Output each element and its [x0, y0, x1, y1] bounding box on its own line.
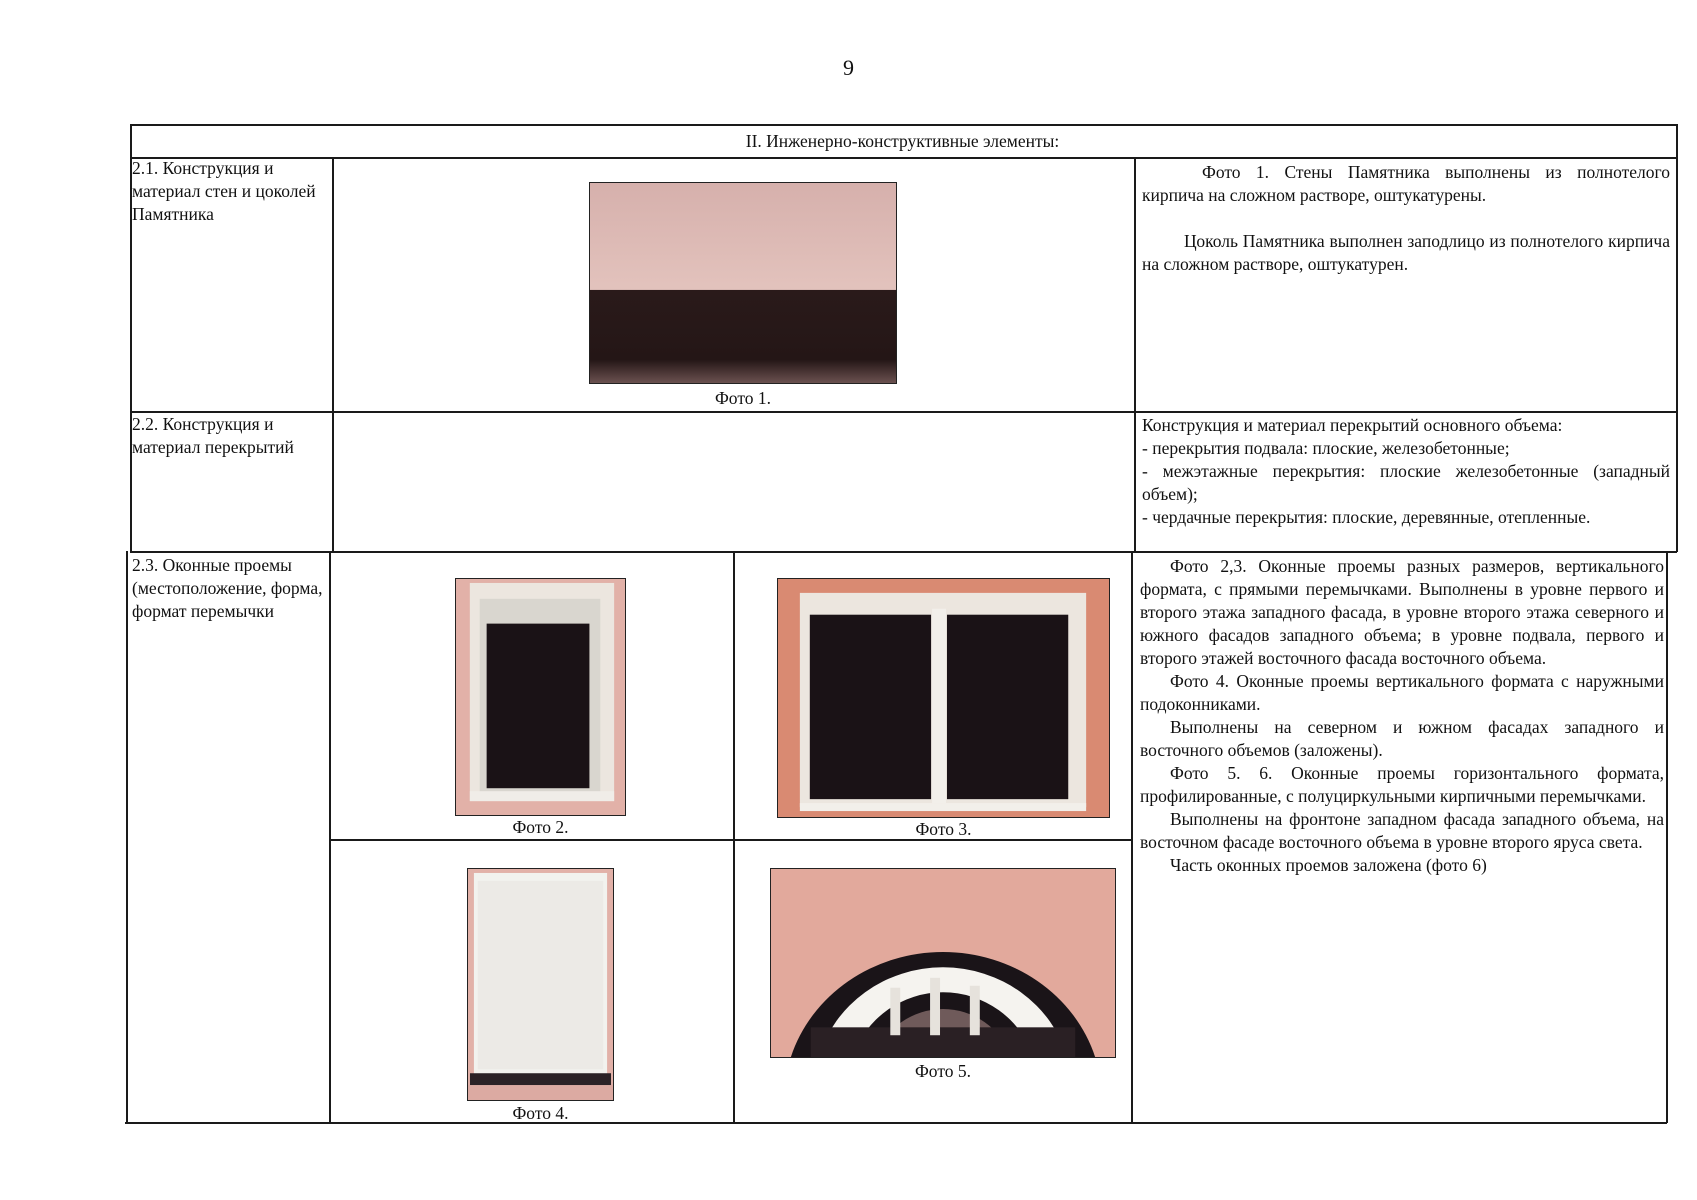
description-paragraph: Выполнены на фронтоне западном фасада западного объема, на восточном фасаде восточного объема в уровне второго яруса света. [1140, 809, 1664, 852]
description-paragraph: - перекрытия подвала: плоские, железобетонные; [1142, 438, 1510, 458]
description-paragraph: Конструкция и материал перекрытий основного объема: [1142, 415, 1563, 435]
description-paragraph: Фото 5. 6. Оконные проемы горизонтального формата, профилированные, с полуциркульными кирпичными перемычками. [1140, 763, 1664, 806]
photo-3-caption: Фото 3. [915, 819, 972, 839]
description-paragraph: Часть оконных проемов заложена (фото 6) [1170, 855, 1487, 875]
photo-5-caption: Фото 5. [914, 1061, 971, 1081]
description-paragraph: - чердачные перекрытия: плоские, деревянные, отепленные. [1142, 507, 1591, 527]
description-paragraph: Фото 1. Стены Памятника выполнены из полнотелого кирпича на сложном растворе, оштукатурены. [1142, 162, 1670, 205]
section-title: II. Инженерно-конструктивные элементы: [745, 131, 1060, 151]
page-number: 9 [843, 55, 854, 80]
row-label-windows: 2.3. Оконные проемы (местоположение, форма, формат перемычки [132, 555, 323, 621]
description-paragraph: - межэтажные перекрытия: плоские железобетонные (западный объем); [1142, 461, 1670, 504]
photo-5 [770, 868, 1116, 1058]
photo-4-caption: Фото 4. [512, 1103, 569, 1123]
row-label-floors: 2.2. Конструкция и материал перекрытий [132, 414, 294, 457]
description-paragraph: Фото 2,3. Оконные проемы разных размеров, вертикального формата, с прямыми перемычками. Выполнены в уровне первого и второго этажа западного фасада, в уровне второго этажа северного и южного фасадов западного объема; в уровне подвала, первого и второго этажей восточного фасада восточного объема. [1140, 556, 1664, 668]
photo-1-caption: Фото 1. [714, 388, 771, 408]
row-label-walls: 2.1. Конструкция и материал стен и цоколей Памятника [132, 158, 316, 224]
description-paragraph: Фото 4. Оконные проемы вертикального формата с наружными подоконниками. [1140, 671, 1664, 714]
photo-2 [455, 578, 626, 816]
photo-3 [777, 578, 1110, 818]
description-walls [1142, 161, 1670, 276]
description-windows [1140, 555, 1664, 877]
photo-2-caption: Фото 2. [512, 817, 569, 837]
photo-1 [589, 182, 897, 384]
description-floors [1142, 414, 1670, 529]
description-paragraph: Цоколь Памятника выполнен заподлицо из полнотелого кирпича на сложном растворе, оштукатурен. [1142, 231, 1670, 274]
photo-4 [467, 868, 614, 1101]
description-paragraph: Выполнены на северном и южном фасадах западного и восточного объемов (заложены). [1140, 717, 1664, 760]
